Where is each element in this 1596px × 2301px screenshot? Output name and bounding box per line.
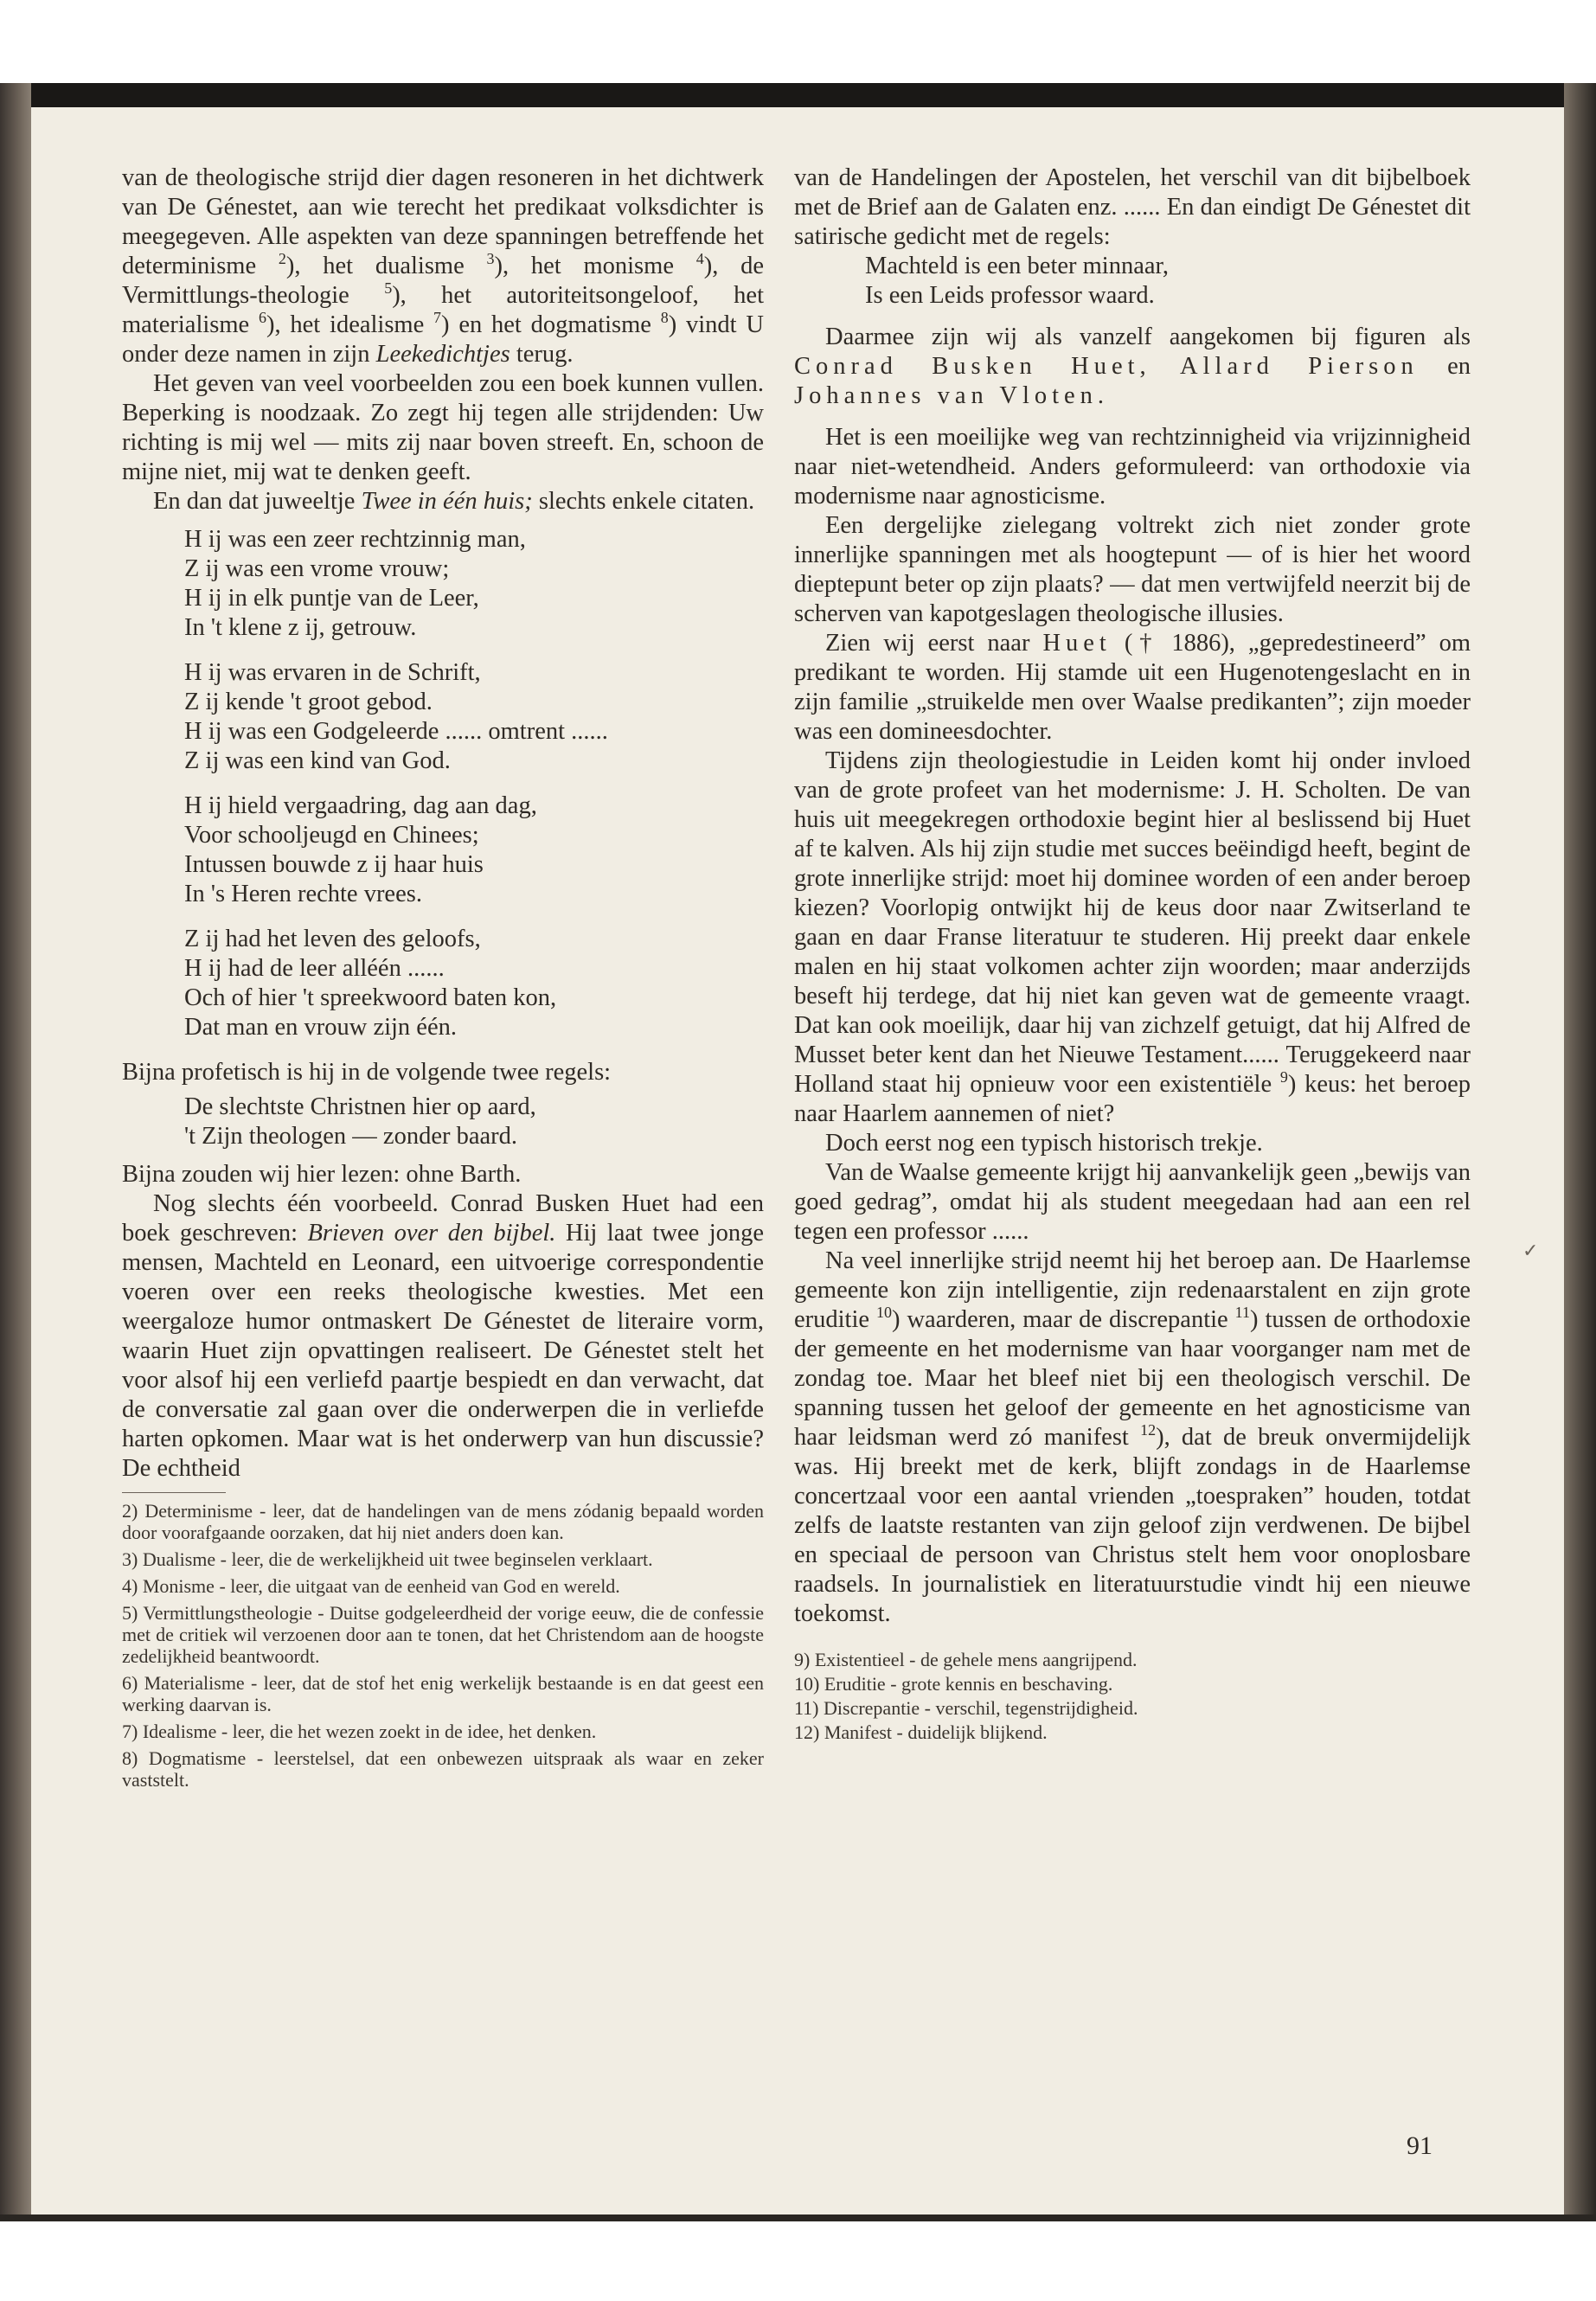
footnote-ref: 6 <box>259 309 266 326</box>
footnote: 7) Idealisme - leer, die het wezen zoekt in de idee, het denken. <box>122 1721 597 1742</box>
paragraph: Van de Waalse gemeente krijgt hij aanvankelijk geen „bewijs van goed gedrag”, omdat hij als student meegedaan had aan een rel tegen een professor ...... <box>794 1159 1471 1245</box>
text: ) tussen de orthodoxie der gemeente en het modernisme van haar voorganger nam met de zondag toe. Maar het bleef niet bij een theologisch verschil. De spanning tussen het geloof der gemeente en het agnosticisme van haar leidsman werd zó manifest <box>794 1306 1471 1451</box>
verse-line: Machteld is een beter minnaar, <box>865 253 1170 279</box>
work-title: Brieven over den bijbel. <box>307 1220 556 1247</box>
work-title: Twee in één huis; <box>361 488 533 515</box>
paragraph <box>794 1247 1471 1629</box>
text: ) keus: het beroep naar Haarlem aannemen of niet? <box>794 1071 1471 1127</box>
text: ), het monisme <box>494 253 674 279</box>
verse-line: Z ij kende 't groot gebod. <box>184 689 433 715</box>
verse-line: Is een Leids professor waard. <box>865 282 1155 309</box>
text: Nog slechts één voorbeeld. Conrad Busken Huet had een boek geschreven: <box>122 1190 764 1247</box>
footnote: 4) Monisme - leer, die uitgaat van de eenheid van God en wereld. <box>122 1575 620 1597</box>
stanza <box>184 525 764 643</box>
verse-line: Dat man en vrouw zijn één. <box>184 1014 457 1041</box>
footnote-ref: 5 <box>384 279 393 297</box>
book-page <box>31 107 1564 2214</box>
verse-line: Z ij was een kind van God. <box>184 747 451 774</box>
verse-line: Och of hier 't spreekwoord baten kon, <box>184 984 557 1011</box>
stanza <box>184 658 764 776</box>
text: ) vindt U onder deze namen in zijn <box>122 311 764 368</box>
work-title: Leekedichtjes <box>375 341 510 368</box>
left-column <box>122 163 764 1796</box>
verse-line: Z ij was een vrome vrouw; <box>184 555 450 582</box>
scan-top-edge <box>0 83 1596 107</box>
right-column <box>794 163 1471 1745</box>
footnote-ref: 12 <box>1140 1421 1157 1439</box>
verse-line: H ij was ervaren in de Schrift, <box>184 659 481 686</box>
stanza <box>184 792 764 909</box>
verse-line: In 's Heren rechte vrees. <box>184 881 422 907</box>
text: Daarmee zijn wij als vanzelf aangekomen bij figuren als <box>825 324 1471 350</box>
paragraph <box>794 747 1471 1129</box>
text: Na veel innerlijke strijd neemt hij het beroep aan. De Haarlemse gemeente kon zijn intelligentie, zijn redenaarstalent en zijn grote eruditie <box>794 1247 1471 1333</box>
person-name: Johannes van Vloten. <box>794 382 1110 409</box>
person-name: Conrad Busken Huet, <box>794 353 1151 380</box>
paragraph: Een dergelijke zielegang voltrekt zich niet zonder grote innerlijke spanningen met als hoogtepunt — of is hier het woord dieptepunt beter op zijn plaats? — dat men vertwijfeld neerzit bij de scherven van kapotgeslagen theologische illusies. <box>794 512 1471 627</box>
text: En dan dat juweeltje <box>153 488 356 515</box>
footnote: 12) Manifest - duidelijk blijkend. <box>794 1721 1048 1743</box>
text: Tijdens zijn theologiestudie in Leiden komt hij onder invloed van de grote profeet van het modernisme: J. H. Scholten. De van huis uit meegekregen orthodoxie begint hier al beslissend bij Huet af te kalven. Als hij zijn studie met succes beëindigd heeft, begint de grote innerlijke strijd: moet hij dominee worden of een ander beroep kiezen? Voorlopig ontwijkt hij de keus door naar Zwitserland te gaan en daar Franse literatuur te studeren. Hij preekt daar enkele malen en hij staat volkomen achter zijn woorden; maar anderzijds beseft hij terdege, dat hij niet kan geven wat de gemeente vraagt. Dat kan ook moeilijk, daar hij van zichzelf getuigt, dat hij Alfred de Musset beter kent dan het Nieuwe Testament...... Teruggekeerd naar Holland staat hij opnieuw voor een existentiële <box>794 747 1471 1098</box>
paragraph: Bijna zouden wij hier lezen: ohne Barth. <box>122 1161 522 1188</box>
verse-line: H ij was een Godgeleerde ...... omtrent ...... <box>184 718 608 745</box>
footnote: 10) Eruditie - grote kennis en beschaving. <box>794 1673 1113 1695</box>
footnote: 2) Determinisme - leer, dat de handelingen van de mens zódanig bepaald worden door voorafgaande oorzaken, dat hij niet anders doen kan. <box>122 1500 764 1543</box>
footnote: 8) Dogmatisme - leerstelsel, dat een onbewezen uitspraak als waar en zeker vaststelt. <box>122 1747 764 1791</box>
couplet <box>184 1093 764 1151</box>
verse-line: Intussen bouwde z ij haar huis <box>184 851 484 878</box>
footnote-ref: 9 <box>1279 1068 1288 1086</box>
paragraph <box>122 163 764 369</box>
text: van de theologische strijd dier dagen resoneren in het dichtwerk van De Génestet, aan wie terecht het predikaat volksdichter is meegegeven. Alle aspekten van deze spanningen betreffende het determinisme <box>122 164 764 279</box>
footnote-divider <box>122 1492 226 1493</box>
footnotes-right <box>794 1648 1471 1745</box>
footnote-ref: 7 <box>433 309 442 326</box>
text: ), het idealisme <box>266 311 425 338</box>
footnote: 11) Discrepantie - verschil, tegenstrijdigheid. <box>794 1697 1138 1719</box>
text: († 1886), „gepredestineerd” om predikant te worden. Hij stamde uit een Hugenotengeslacht en in zijn familie „struikelde men over Waalse predikanten”; zijn moeder was een domineesdochter. <box>794 630 1471 745</box>
verse-line: In 't klene z ij, getrouw. <box>184 614 417 641</box>
verse-line: Z ij had het leven des geloofs, <box>184 926 481 952</box>
paragraph: Bijna profetisch is hij in de volgende twee regels: <box>122 1059 612 1086</box>
stanza <box>184 925 764 1042</box>
text: Hij laat twee jonge mensen, Machteld en Leonard, een uitvoerige correspondentie voeren over een reeks theologische kwesties. Met een weergaloze humor ontmaskert De Génestet de literaire vorm, waarin Huet zijn opvattingen realiseert. De Génestet stelt het voor alsof hij een verliefd paartje bespiedt en dan verwacht, dat de conversatie zal gaan over die onderwerpen die in verliefde harten opkomen. Maar wat is het onderwerp van hun discussie? De echtheid <box>122 1220 765 1482</box>
person-name: Allard Pierson <box>1180 353 1419 380</box>
margin-mark: ✓ <box>1522 1240 1539 1262</box>
footnote-ref: 4 <box>695 250 704 267</box>
page-number: 91 <box>1407 2131 1433 2160</box>
verse-line: 't Zijn theologen — zonder baard. <box>184 1123 518 1150</box>
footnote-ref: 8 <box>660 309 669 326</box>
paragraph: Het geven van veel voorbeelden zou een boek kunnen vullen. Beperking is noodzaak. Zo zegt hij tegen alle strijdenden: Uw richting is mij wel — mits zij naar boven streeft. En, schoon de mijne niet, mij wat te denken geeft. <box>122 370 764 485</box>
paragraph: Doch eerst nog een typisch historisch trekje. <box>825 1130 1263 1157</box>
scan-right-edge <box>1564 83 1596 2220</box>
text: ), het dualisme <box>285 253 465 279</box>
scan-left-edge <box>0 83 31 2220</box>
text: slechts enkele citaten. <box>538 488 755 515</box>
footnote-ref: 3 <box>486 250 495 267</box>
paragraph <box>794 629 1471 747</box>
text: ), dat de breuk onvermijdelijk was. Hij breekt met de kerk, blijft zondags in de Haarlemse concertzaal voor een aantal vrienden „toespraken” houden, totdat zelfs de laatste restanten van zijn geloof zijn verdwenen. De bijbel en speciaal de persoon van Christus stelt hem voor onoplosbare raadsels. In journalistiek en literatuurstudie vindt hij een nieuwe toekomst. <box>794 1424 1471 1627</box>
paragraph <box>122 487 764 516</box>
text: ), de Vermittlungs-theologie <box>122 253 765 309</box>
verse-line: H ij in elk puntje van de Leer, <box>184 585 479 612</box>
couplet <box>865 252 1471 311</box>
verse-line: H ij had de leer alléén ...... <box>184 955 445 982</box>
footnote: 9) Existentieel - de gehele mens aangrijpend. <box>794 1649 1138 1670</box>
verse-line: Voor schooljeugd en Chinees; <box>184 822 479 849</box>
footnote: 6) Materialisme - leer, dat de stof het enig werkelijk bestaande is en dat geest een werking daarvan is. <box>122 1672 764 1715</box>
footnote-ref: 2 <box>278 250 286 267</box>
verse-line: De slechtste Christnen hier op aard, <box>184 1093 536 1120</box>
verse-line: H ij was een zeer rechtzinnig man, <box>184 526 526 553</box>
text: en <box>1447 353 1471 380</box>
text: terug. <box>516 341 574 368</box>
footnote: 3) Dualisme - leer, die de werkelijkheid uit twee beginselen verklaart. <box>122 1548 653 1570</box>
paragraph: van de Handelingen der Apostelen, het verschil van dit bijbelboek met de Brief aan de Galaten enz. ...... En dan eindigt De Génestet dit satirische gedicht met de regels: <box>794 164 1471 250</box>
paragraph <box>794 323 1471 411</box>
footnote: 5) Vermittlungstheologie - Duitse godgeleerdheid der vorige eeuw, die de confessie met de critiek wil verzoenen door aan te tonen, dat het Christendom aan de hoogste zedelijkheid beantwoordt. <box>122 1602 764 1667</box>
paragraph <box>122 1189 764 1484</box>
footnote-ref: 11 <box>1234 1304 1250 1321</box>
scan-bottom-edge <box>0 2214 1596 2221</box>
poem <box>184 525 764 1042</box>
text: ) en het dogmatisme <box>441 311 651 338</box>
footnote-ref: 10 <box>876 1304 893 1321</box>
text: Zien wij eerst naar <box>825 630 1030 657</box>
text: ), het autoriteitsongeloof, het materialisme <box>122 282 764 338</box>
verse-line: H ij hield vergaadring, dag aan dag, <box>184 792 537 819</box>
text: ) waarderen, maar de discrepantie <box>892 1306 1228 1333</box>
person-name: Huet <box>1042 630 1112 657</box>
paragraph: Het is een moeilijke weg van rechtzinnigheid via vrijzinnigheid naar niet-wetendheid. Anders geformuleerd: van orthodoxie via modernisme naar agnosticisme. <box>794 424 1471 510</box>
